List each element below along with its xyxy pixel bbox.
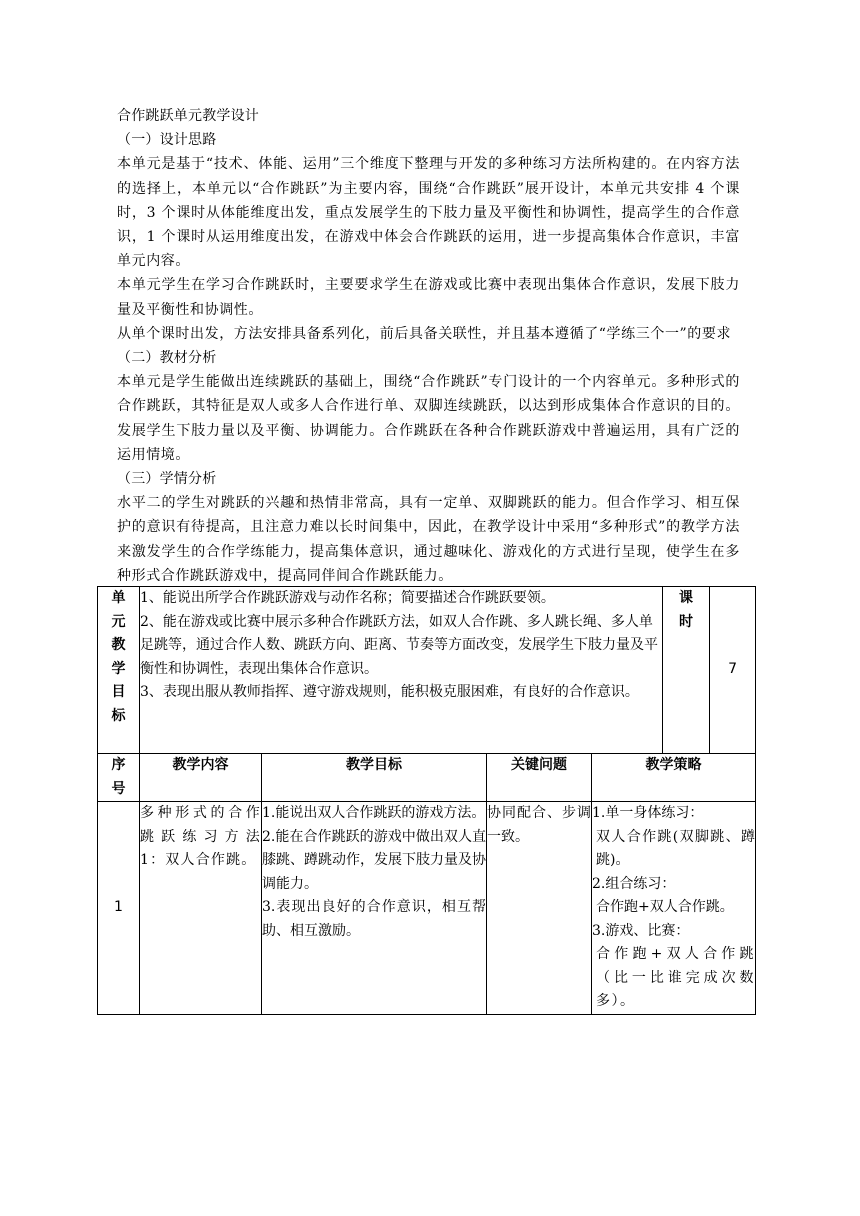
- paragraph: 本单元是基于“技术、体能、运用”三个维度下整理与开发的多种练习方法所构建的。在内容方法的选择上，本单元以“合作跳跃”为主要内容，围绕“合作跳跃”展开设计，本单元共安排 4 个课时，3 个课时从体能维度出发，重点发展学生的下肢力量及平衡性和协调性，提高学生的合作意识，1 个课时从运用维度出发，在游戏中体会合作跳跃的运用，进一步提高集体合作意识，丰富单元内容。: [117, 156, 740, 270]
- goals-cell: [140, 587, 663, 754]
- document-body: [117, 104, 740, 588]
- row-content: 多种形式的合作跳跃练习方法 1：双人合作跳。: [140, 802, 262, 1015]
- goal-item: 1、能说出所学合作跳跃游戏与动作名称；简要描述合作跳跃要领。: [140, 590, 555, 606]
- goal-item: 3、表现出服从教师指挥、遵守游戏规则，能积极克服困难，有良好的合作意识。: [140, 684, 639, 700]
- section-heading-design: （一）设计思路: [117, 132, 217, 149]
- hours-header: 课 时: [663, 587, 710, 754]
- paragraph: 本单元是学生能做出连续跳跃的基础上，围绕“合作跳跃”专门设计的一个内容单元。多种形式的合作跳跃，其特征是双人或多人合作进行单、双脚连续跳跃，以达到形成集体合作意识的目的。发展学生下肢力量以及平衡、协调能力。合作跳跃在各种合作跳跃游戏中普遍运用，具有广泛的运用情境。: [117, 374, 740, 463]
- content-header: 教学内容: [140, 754, 262, 802]
- teaching-plan-table: [97, 586, 756, 1015]
- row-key-issue: 协同配合、步调一致。: [487, 802, 592, 1015]
- table-row: [98, 802, 756, 1015]
- goal-item: 2、能在游戏或比赛中展示多种合作跳跃方法，如双人合作跳、多人跳长绳、多人单足跳等，通过合作人数、跳跃方向、距离、节奏等方面改变，发展学生下肢力量及平衡性和协调性，表现出集体合作意识。: [140, 613, 658, 677]
- section-heading-students: （三）学情分析: [117, 471, 217, 488]
- section-heading-material: （二）教材分析: [117, 350, 217, 367]
- row-seq: 1: [98, 802, 140, 1015]
- row-strategy: 1.单一身体练习： 双人合作跳(双脚跳、蹲跳)。 2.组合练习： 合作跑+双人合作跳。 3.游戏、比赛： 合作跑+双人合作跳（比一比谁完成次数多）。: [592, 802, 756, 1015]
- paragraph: 本单元学生在学习合作跳跃时，主要要求学生在游戏或比赛中表现出集体合作意识，发展下肢力量及平衡性和协调性。: [117, 277, 740, 318]
- paragraph: 水平二的学生对跳跃的兴趣和热情非常高，具有一定单、双脚跳跃的能力。但合作学习、相互保护的意识有待提高，且注意力难以长时间集中，因此，在教学设计中采用“多种形式”的教学方法来激发学生的合作学练能力，提高集体意识，通过趣味化、游戏化的方式进行呈现，使学生在多种形式合作跳跃游戏中，提高同伴间合作跳跃能力。: [117, 495, 740, 584]
- objective-header: 教学目标: [262, 754, 487, 802]
- paragraph: 从单个课时出发，方法安排具备系列化，前后具备关联性，并且基本遵循了“学练三个一”的要求: [117, 325, 732, 342]
- seq-header: 序 号: [98, 754, 140, 802]
- goals-header: 单 元 教 学 目 标: [98, 587, 140, 754]
- header-row: [98, 754, 756, 802]
- strategy-header: 教学策略: [592, 754, 756, 802]
- key-issue-header: 关键问题: [487, 754, 592, 802]
- goals-row: [98, 587, 756, 754]
- row-objectives: 1.能说出双人合作跳跃的游戏方法。 2.能在合作跳跃的游戏中做出双人直膝跳、蹲跳动作，发展下肢力量及协调能力。 3.表现出良好的合作意识，相互帮助、相互激励。: [262, 802, 487, 1015]
- document-title: 合作跳跃单元教学设计: [117, 108, 259, 124]
- hours-value: 7: [710, 587, 756, 754]
